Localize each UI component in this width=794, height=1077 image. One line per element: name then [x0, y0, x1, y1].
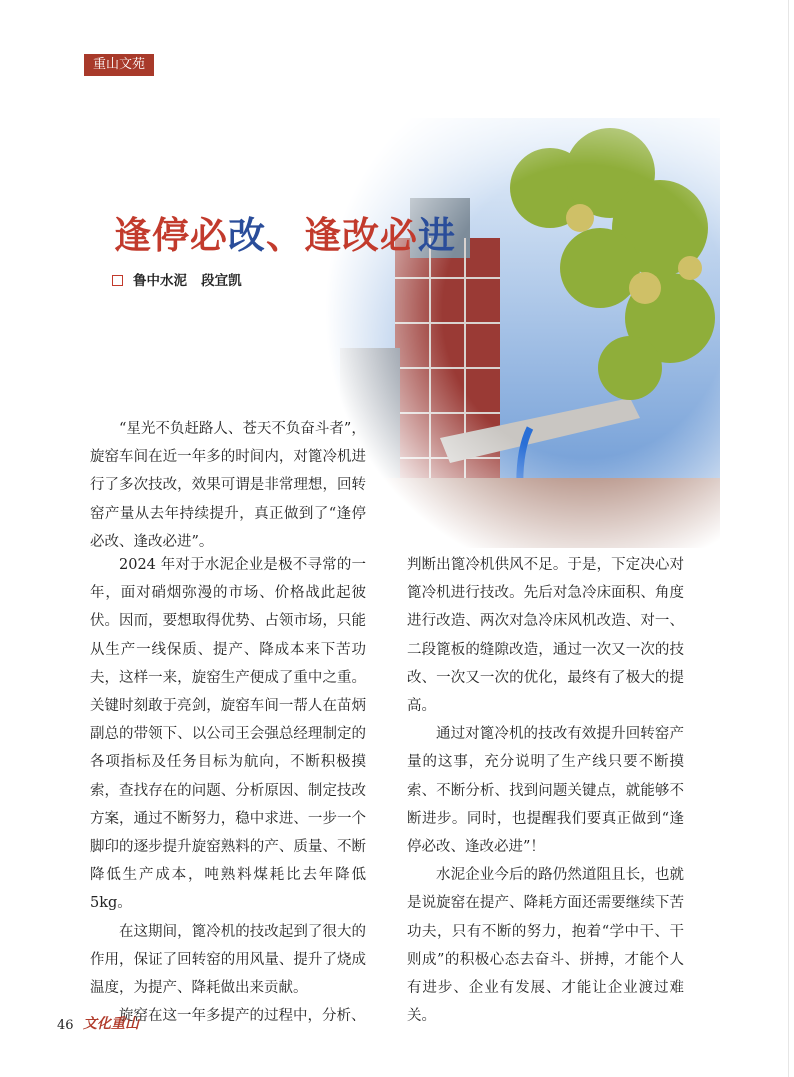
title-part-4: 进: [418, 213, 456, 257]
page-edge-line: [788, 0, 789, 1077]
square-bullet-icon: [112, 275, 123, 286]
magazine-logo: 文化重山: [83, 1016, 139, 1032]
title-part-1: 逢停必: [114, 213, 228, 257]
body-paragraph: 2024 年对于水泥企业是极不寻常的一年，面对硝烟弥漫的市场、价格战此起彼伏。因而，要想取得优势、占领市场，只能从生产一线保质、提产、降成本来下苦功夫，这样一来，旋窑生产便成了重中之重。关键时刻敢于亮剑，旋窑车间一帮人在苗炳副总的带领下、以公司王会强总经理制定的各项指标及任务目标为航向，不断积极摸索，查找存在的问题、分析原因、制定技改方案，通过不断努力，稳中求进、一步一个脚印的逐步提升旋窑熟料的产、质量、不断降低生产成本，吨熟料煤耗比去年降低 5kg。: [90, 557, 366, 912]
title-part-3: 、逢改必: [266, 213, 418, 257]
section-tag: 重山文苑: [84, 54, 154, 76]
article-title: [114, 205, 456, 259]
title-part-2: 改: [228, 213, 266, 257]
body-paragraph: 判断出篦冷机供风不足。于是，下定决心对篦冷机进行技改。先后对急冷床面积、角度进行改造、两次对急冷床风机改造、对一、二段篦板的缝隙改造，通过一次又一次的技改、一次又一次的优化，最终有了极大的提高。: [407, 557, 684, 715]
left-column: [90, 551, 366, 1030]
byline-org: 鲁中水泥: [133, 273, 187, 289]
body-paragraph: 通过对篦冷机的技改有效提升回转窑产量的这事，充分说明了生产线只要不断摸索、不断分析、找到问题关键点，就能够不断进步。同时，也提醒我们要真正做到“逢停必改、逢改必进”！: [407, 726, 684, 856]
intro-paragraph: “星光不负赶路人、苍天不负奋斗者”，: [119, 421, 366, 437]
body-paragraph: 旋窑在这一年多提产的过程中，分析、: [119, 1008, 366, 1025]
body-paragraph: 在这期间，篦冷机的技改起到了很大的作用，保证了回转窑的用风量、提升了烧成温度，为提产、降耗做出来贡献。: [90, 923, 366, 997]
page-number: 46: [57, 1018, 74, 1033]
right-column: [407, 551, 684, 1030]
body-paragraph: 水泥企业今后的路仍然道阻且长，也就是说旋窑在提产、降耗方面还需要继续下苦功夫，只有不断的努力，抱着“学中干、干则成”的积极心态去奋斗、拼搏，才能个人有进步、企业有发展、才能让企业渡过难关。: [407, 867, 684, 1025]
byline: [112, 269, 242, 289]
intro-paragraph: 旋窑车间在近一年多的时间内，对篦冷机进行了多次技改，效果可谓是非常理想，回转窑产量从去年持续提升，真正做到了“逢停必改、逢改必进”。: [90, 449, 366, 550]
byline-author: 段宜凯: [201, 273, 242, 289]
intro-paragraphs: [90, 415, 366, 556]
